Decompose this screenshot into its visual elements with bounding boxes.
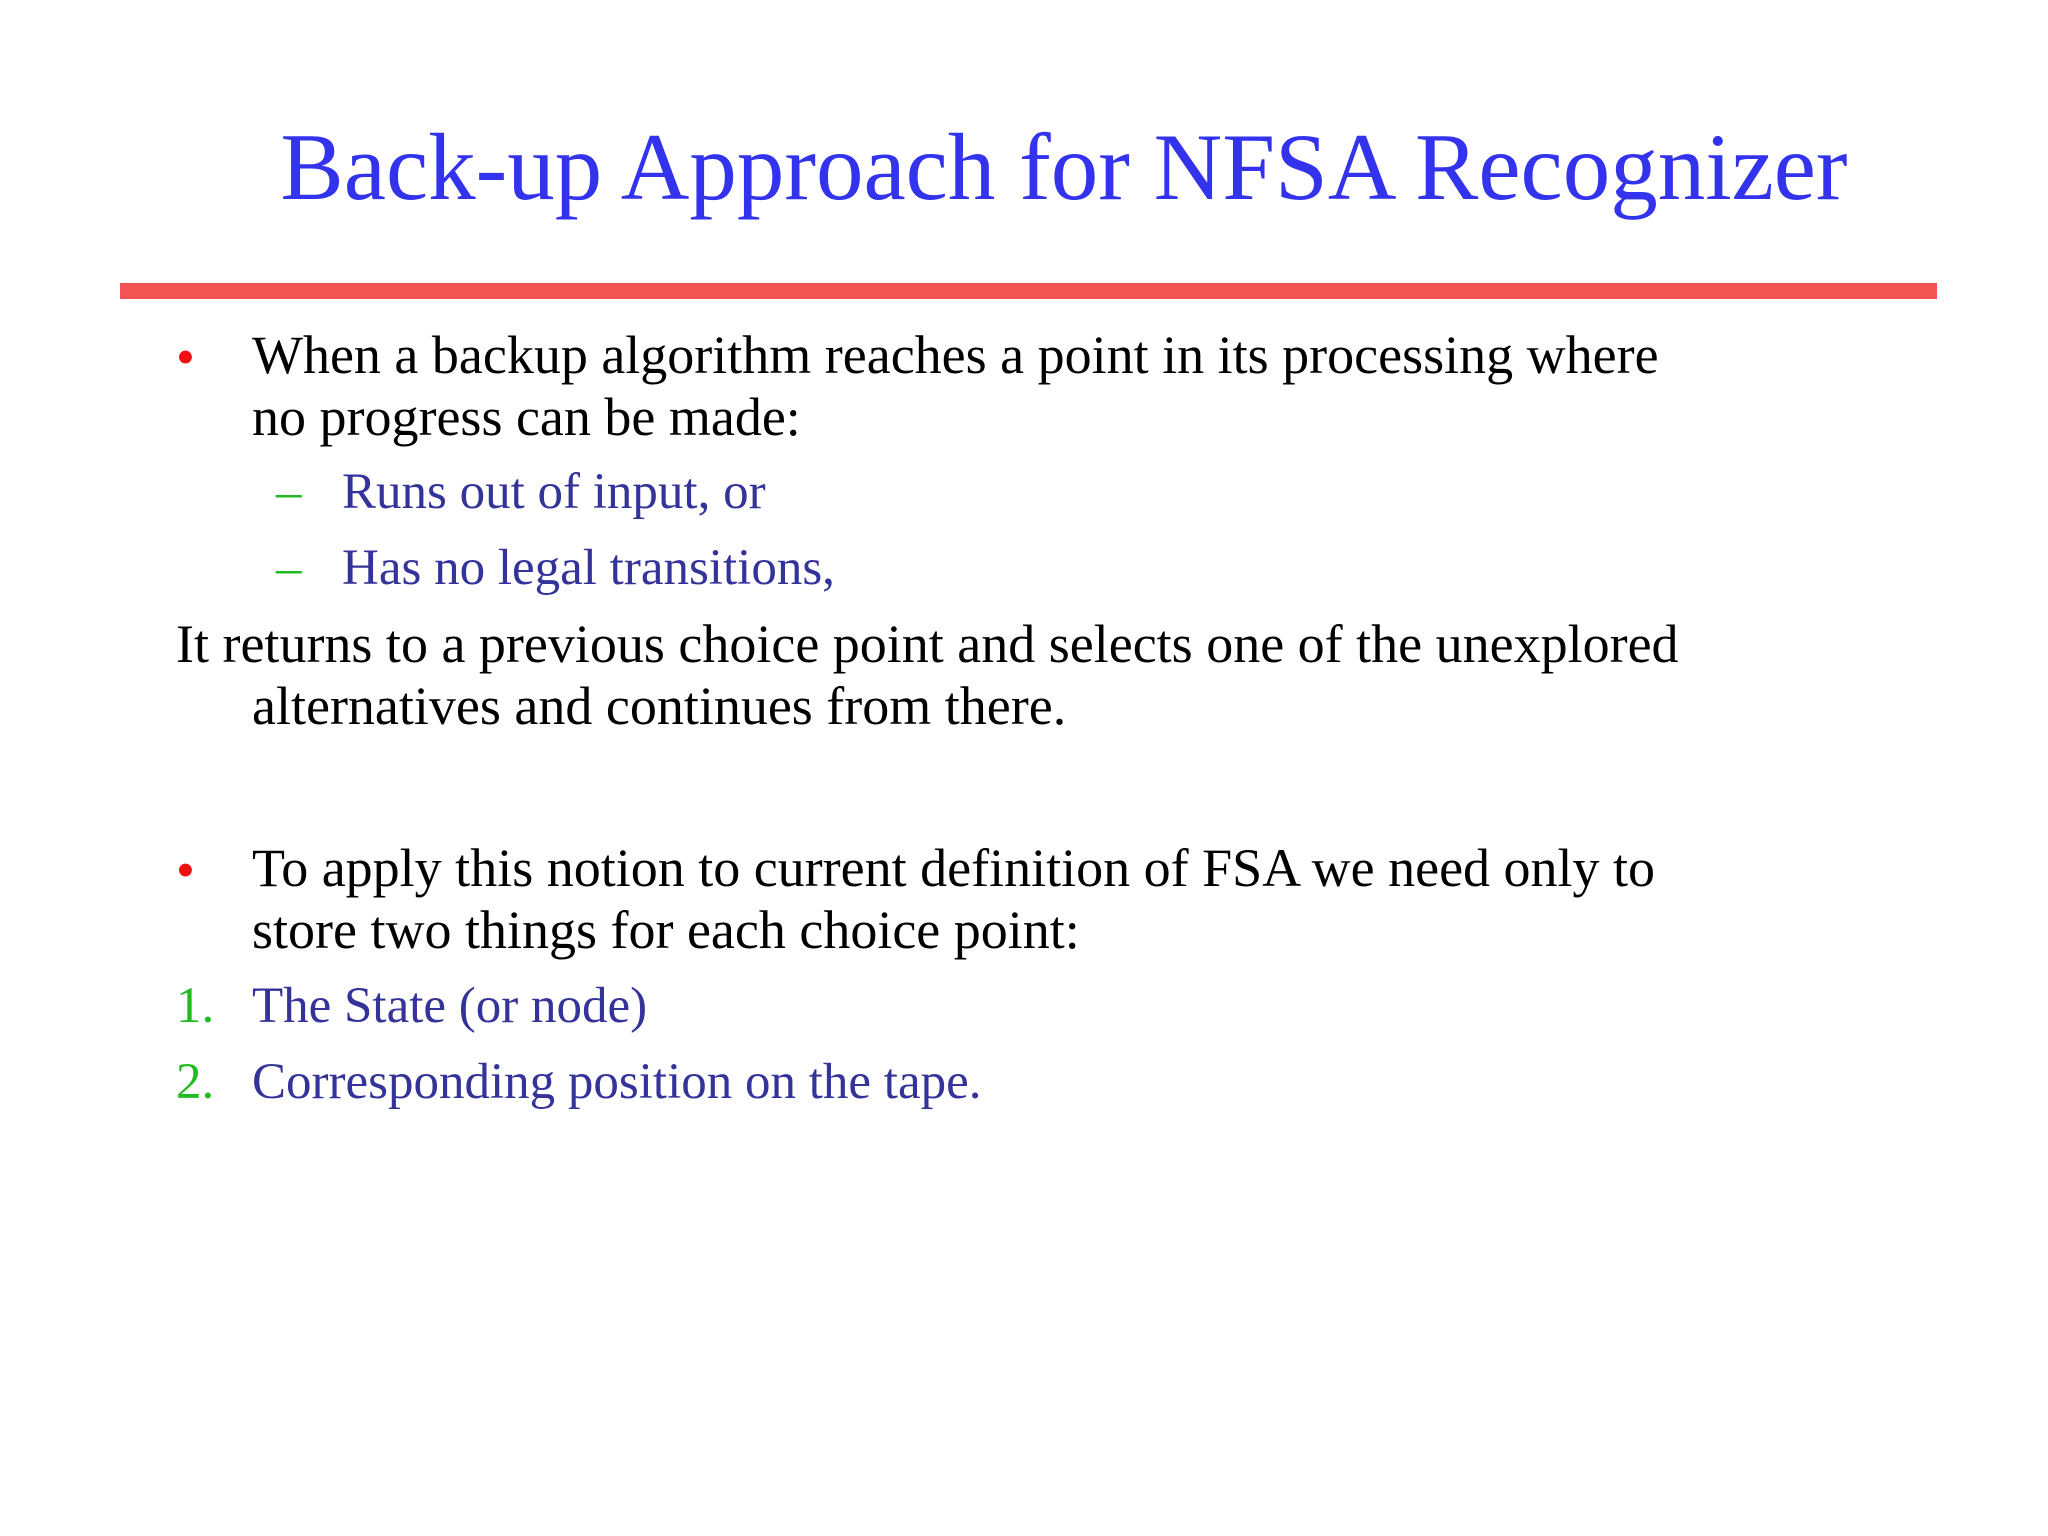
bullet-1-text: When a backup algorithm reaches a point in its processing where — [252, 325, 1659, 385]
numbered-marker-1: 1. — [176, 978, 215, 1034]
numbered-item-2-text: Corresponding position on the tape. — [252, 1054, 982, 1110]
numbered-item-1-text: The State (or node) — [252, 978, 648, 1034]
paragraph-text-continued: alternatives and continues from there. — [252, 676, 1067, 736]
numbered-marker-2: 2. — [176, 1054, 215, 1110]
title-underline — [120, 283, 1937, 299]
subitem-2-text: Has no legal transitions, — [342, 540, 835, 596]
subitem-marker-2: – — [276, 540, 302, 596]
bullet-marker-2: • — [176, 840, 195, 900]
subitem-marker-1: – — [276, 464, 302, 520]
bullet-marker-1: • — [176, 327, 195, 387]
paragraph-text: It returns to a previous choice point and selects one of the unexplored — [176, 614, 1679, 674]
bullet-2-text-continued: store two things for each choice point: — [252, 900, 1080, 960]
bullet-1-text-continued: no progress can be made: — [252, 387, 801, 447]
subitem-1-text: Runs out of input, or — [342, 464, 766, 520]
bullet-2-text: To apply this notion to current definition of FSA we need only to — [252, 838, 1656, 898]
slide-title: Back-up Approach for NFSA Recognizer — [280, 114, 1848, 220]
